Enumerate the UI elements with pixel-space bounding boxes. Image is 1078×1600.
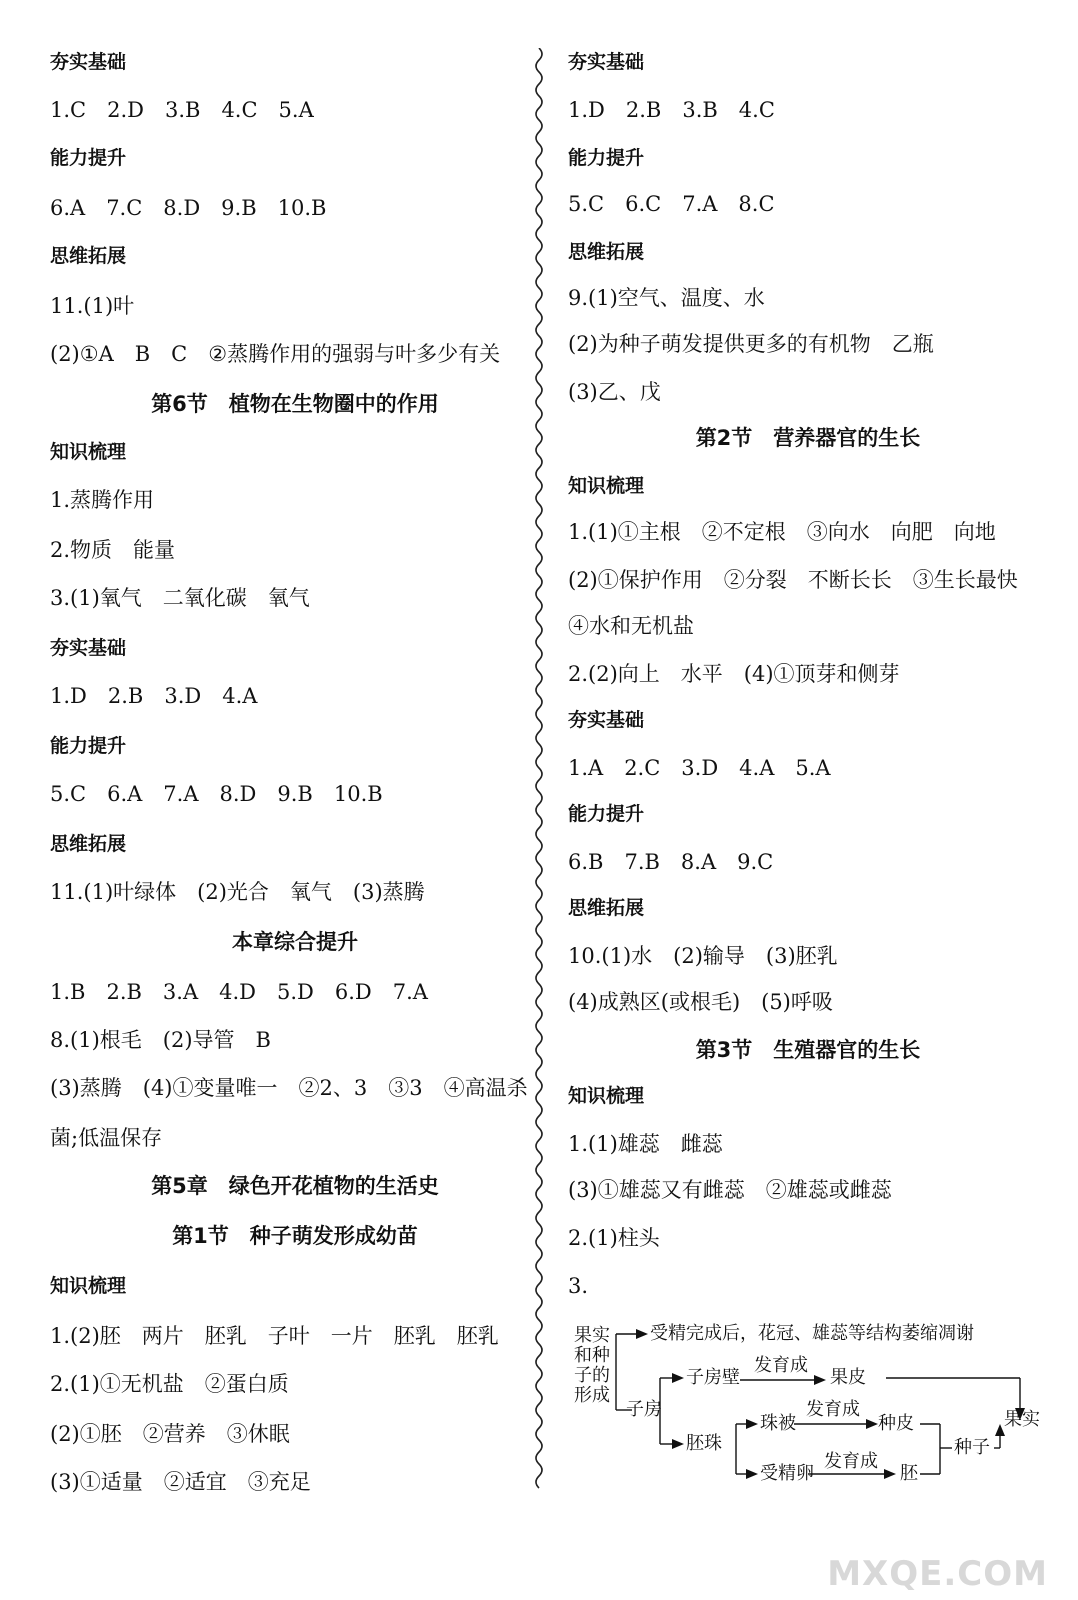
right-section-heading: 思维拓展 [568, 897, 645, 919]
right-section-heading: 能力提升 [568, 803, 645, 825]
left-section-heading: 能力提升 [50, 735, 127, 757]
diagram-integument: 珠被 [760, 1413, 796, 1434]
diagram-ovule: 胚珠 [686, 1433, 722, 1454]
left-answer-line: 1.D 2.B 3.D 4.A [50, 684, 258, 708]
left-answer-line: 3.(1)氧气 二氧化碳 氧气 [50, 586, 310, 610]
left-section-heading: 夯实基础 [50, 637, 127, 659]
left-section-title: 第1节 种子萌发形成幼苗 [172, 1224, 418, 1248]
right-answer-line: (2)①保护作用 ②分裂 不断长长 ③生长最快 [568, 568, 1018, 592]
diagram-wither-label: 受精完成后，花冠、雄蕊等结构萎缩凋谢 [650, 1323, 974, 1344]
right-answer-line: 9.(1)空气、温度、水 [568, 286, 765, 310]
left-answer-line: 11.(1)叶 [50, 294, 135, 318]
diagram-develops-label-2: 发育成 [806, 1399, 860, 1420]
right-section-heading: 夯实基础 [568, 709, 645, 731]
right-answer-line: 1.D 2.B 3.B 4.C [568, 98, 775, 122]
left-answer-line: 11.(1)叶绿体 (2)光合 氧气 (3)蒸腾 [50, 880, 425, 904]
right-section-heading: 思维拓展 [568, 241, 645, 263]
left-answer-line: 2.物质 能量 [50, 538, 176, 562]
right-answer-line: 10.(1)水 (2)输导 (3)胚乳 [568, 944, 838, 968]
diagram-fertilized-egg: 受精卵 [760, 1463, 814, 1484]
diagram-ovary: 子房 [626, 1399, 662, 1420]
right-section-title: 第3节 生殖器官的生长 [695, 1038, 921, 1062]
right-answer-line: 5.C 6.C 7.A 8.C [568, 192, 775, 216]
right-answer-line: 3. [568, 1274, 589, 1298]
right-answer-line: 1.(1)雄蕊 雌蕊 [568, 1132, 723, 1156]
diagram-seed: 种子 [954, 1437, 990, 1458]
diagram-ovary-wall: 子房壁 [686, 1367, 740, 1388]
left-section-title: 第6节 植物在生物圈中的作用 [151, 392, 439, 416]
left-answer-line: (2)①A B C ②蒸腾作用的强弱与叶多少有关 [50, 342, 501, 366]
right-answer-line: (2)为种子萌发提供更多的有机物 乙瓶 [568, 332, 934, 356]
left-section-title: 第5章 绿色开花植物的生活史 [151, 1174, 439, 1198]
left-answer-line: (2)①胚 ②营养 ③休眠 [50, 1422, 290, 1446]
left-answer-line: 1.蒸腾作用 [50, 488, 155, 512]
diagram-pericarp: 果皮 [830, 1367, 866, 1388]
right-answer-line: 2.(2)向上 水平 (4)①顶芽和侧芽 [568, 662, 900, 686]
right-answer-line: 2.(1)柱头 [568, 1226, 660, 1250]
left-answer-line: (3)①适量 ②适宜 ③充足 [50, 1470, 311, 1494]
left-answer-line: 1.(2)胚 两片 胚乳 子叶 一片 胚乳 胚乳 [50, 1324, 499, 1348]
left-section-title: 本章综合提升 [232, 930, 358, 954]
column-divider [527, 48, 551, 1498]
diagram-embryo: 胚 [900, 1463, 918, 1484]
diagram-root-label: 果实 和种 子的 形成 [574, 1325, 610, 1406]
diagram-fruit: 果实 [1004, 1409, 1040, 1430]
left-answer-line: 8.(1)根毛 (2)导管 B [50, 1028, 271, 1052]
left-section-heading: 知识梳理 [50, 1275, 127, 1297]
left-section-heading: 能力提升 [50, 147, 127, 169]
right-answer-line: (3)乙、戊 [568, 380, 661, 404]
left-answer-line: 2.(1)①无机盐 ②蛋白质 [50, 1372, 289, 1396]
left-answer-line: (3)蒸腾 (4)①变量唯一 ②2、3 ③3 ④高温杀 [50, 1076, 528, 1100]
left-answer-line: 菌;低温保存 [50, 1126, 163, 1150]
right-section-heading: 知识梳理 [568, 1085, 645, 1107]
diagram-develops-label-3: 发育成 [824, 1451, 878, 1472]
fruit-seed-formation-diagram [568, 1320, 1048, 1500]
right-answer-line: 1.A 2.C 3.D 4.A 5.A [568, 756, 831, 780]
left-section-heading: 思维拓展 [50, 833, 127, 855]
right-section-heading: 夯实基础 [568, 51, 645, 73]
diagram-seed-coat: 种皮 [878, 1413, 914, 1434]
left-answer-line: 6.A 7.C 8.D 9.B 10.B [50, 196, 327, 220]
right-answer-line: 1.(1)①主根 ②不定根 ③向水 向肥 向地 [568, 520, 996, 544]
watermark-logo: MXQE.COM [827, 1554, 1048, 1594]
right-answer-line: 6.B 7.B 8.A 9.C [568, 850, 774, 874]
diagram-develops-label-1: 发育成 [754, 1355, 808, 1376]
right-answer-line: (4)成熟区(或根毛) (5)呼吸 [568, 990, 833, 1014]
right-section-heading: 能力提升 [568, 147, 645, 169]
left-section-heading: 知识梳理 [50, 441, 127, 463]
left-answer-line: 1.B 2.B 3.A 4.D 5.D 6.D 7.A [50, 980, 428, 1004]
right-answer-line: ④水和无机盐 [568, 614, 694, 638]
left-answer-line: 5.C 6.A 7.A 8.D 9.B 10.B [50, 782, 383, 806]
right-section-title: 第2节 营养器官的生长 [695, 426, 921, 450]
right-section-heading: 知识梳理 [568, 475, 645, 497]
left-section-heading: 思维拓展 [50, 245, 127, 267]
left-section-heading: 夯实基础 [50, 51, 127, 73]
right-answer-line: (3)①雄蕊又有雌蕊 ②雄蕊或雌蕊 [568, 1178, 892, 1202]
left-answer-line: 1.C 2.D 3.B 4.C 5.A [50, 98, 314, 122]
